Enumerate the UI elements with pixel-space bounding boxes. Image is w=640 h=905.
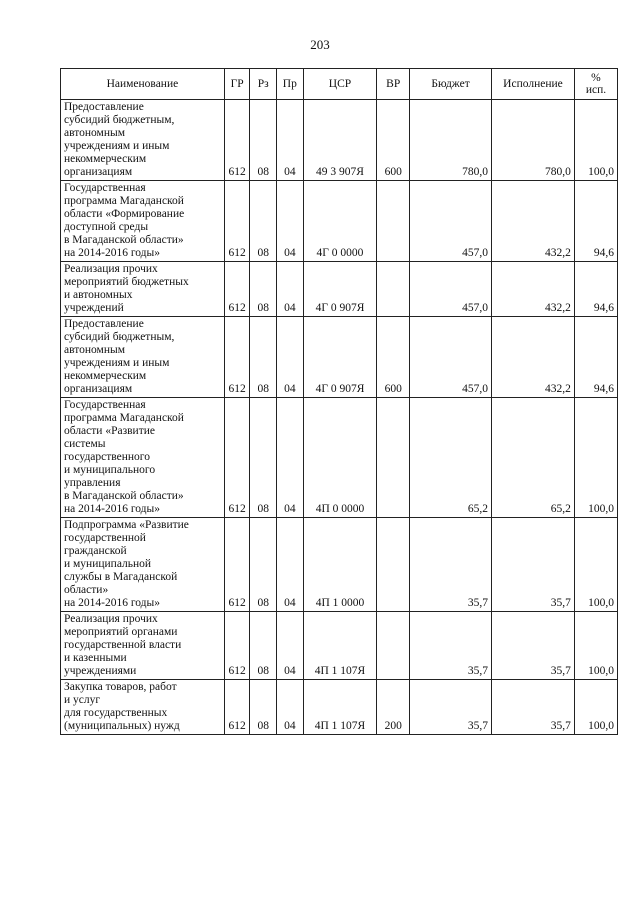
row-percent: 100,0 bbox=[574, 518, 617, 612]
row-rz: 08 bbox=[250, 317, 277, 398]
row-execution: 432,2 bbox=[492, 317, 575, 398]
row-pr: 04 bbox=[277, 398, 304, 518]
header-gr: ГР bbox=[224, 69, 250, 100]
row-csr: 4П 0 0000 bbox=[303, 398, 377, 518]
row-rz: 08 bbox=[250, 100, 277, 181]
budget-table bbox=[60, 68, 618, 735]
row-execution: 35,7 bbox=[492, 680, 575, 735]
header-name: Наименование bbox=[61, 69, 225, 100]
row-gr: 612 bbox=[224, 612, 250, 680]
row-csr: 4П 1 0000 bbox=[303, 518, 377, 612]
row-budget: 35,7 bbox=[410, 680, 492, 735]
table-row bbox=[61, 518, 618, 612]
row-percent: 100,0 bbox=[574, 100, 617, 181]
row-name: Государственная программа Магаданской области «Формирование доступной среды в Магаданской области» на 2014-2016 годы» bbox=[61, 181, 225, 262]
row-percent: 100,0 bbox=[574, 612, 617, 680]
header-rz: Рз bbox=[250, 69, 277, 100]
row-csr: 4П 1 107Я bbox=[303, 680, 377, 735]
row-csr: 4П 1 107Я bbox=[303, 612, 377, 680]
row-rz: 08 bbox=[250, 398, 277, 518]
row-percent: 94,6 bbox=[574, 317, 617, 398]
row-rz: 08 bbox=[250, 612, 277, 680]
header-budget: Бюджет bbox=[410, 69, 492, 100]
row-percent: 100,0 bbox=[574, 680, 617, 735]
row-rz: 08 bbox=[250, 680, 277, 735]
row-gr: 612 bbox=[224, 518, 250, 612]
row-csr: 4Г 0 907Я bbox=[303, 262, 377, 317]
row-budget: 457,0 bbox=[410, 262, 492, 317]
row-csr: 49 3 907Я bbox=[303, 100, 377, 181]
row-name: Подпрограмма «Развитие государственной гражданской и муниципальной службы в Магаданской области» на 2014-2016 годы» bbox=[61, 518, 225, 612]
row-percent: 94,6 bbox=[574, 181, 617, 262]
row-budget: 457,0 bbox=[410, 317, 492, 398]
row-pr: 04 bbox=[277, 262, 304, 317]
row-budget: 780,0 bbox=[410, 100, 492, 181]
row-execution: 65,2 bbox=[492, 398, 575, 518]
row-budget: 65,2 bbox=[410, 398, 492, 518]
row-name: Предоставление субсидий бюджетным, автономным учреждениям и иным некоммерческим организациям bbox=[61, 100, 225, 181]
row-execution: 432,2 bbox=[492, 181, 575, 262]
table-row bbox=[61, 398, 618, 518]
header-percent: % исп. bbox=[574, 69, 617, 100]
row-vr bbox=[377, 181, 410, 262]
row-budget: 457,0 bbox=[410, 181, 492, 262]
row-name: Государственная программа Магаданской области «Развитие системы государственного и муниципального управления в Магаданской области» на 2014-2016 годы» bbox=[61, 398, 225, 518]
row-pr: 04 bbox=[277, 680, 304, 735]
row-pr: 04 bbox=[277, 100, 304, 181]
header-vr: ВР bbox=[377, 69, 410, 100]
row-vr bbox=[377, 612, 410, 680]
row-gr: 612 bbox=[224, 100, 250, 181]
row-vr: 600 bbox=[377, 100, 410, 181]
row-pr: 04 bbox=[277, 317, 304, 398]
table-header-row bbox=[61, 69, 618, 100]
row-gr: 612 bbox=[224, 262, 250, 317]
row-gr: 612 bbox=[224, 680, 250, 735]
table-row bbox=[61, 680, 618, 735]
row-pr: 04 bbox=[277, 181, 304, 262]
row-name: Закупка товаров, работ и услуг для государственных (муниципальных) нужд bbox=[61, 680, 225, 735]
row-percent: 94,6 bbox=[574, 262, 617, 317]
row-execution: 432,2 bbox=[492, 262, 575, 317]
row-vr: 200 bbox=[377, 680, 410, 735]
header-csr: ЦСР bbox=[303, 69, 377, 100]
row-gr: 612 bbox=[224, 317, 250, 398]
row-name: Предоставление субсидий бюджетным, автономным учреждениям и иным некоммерческим организациям bbox=[61, 317, 225, 398]
row-pr: 04 bbox=[277, 612, 304, 680]
header-execution: Исполнение bbox=[492, 69, 575, 100]
row-budget: 35,7 bbox=[410, 518, 492, 612]
row-execution: 35,7 bbox=[492, 612, 575, 680]
row-execution: 35,7 bbox=[492, 518, 575, 612]
row-csr: 4Г 0 907Я bbox=[303, 317, 377, 398]
row-vr: 600 bbox=[377, 317, 410, 398]
row-budget: 35,7 bbox=[410, 612, 492, 680]
row-name: Реализация прочих мероприятий органами государственной власти и казенными учреждениями bbox=[61, 612, 225, 680]
table-row bbox=[61, 317, 618, 398]
table-row bbox=[61, 262, 618, 317]
row-name: Реализация прочих мероприятий бюджетных и автономных учреждений bbox=[61, 262, 225, 317]
row-pr: 04 bbox=[277, 518, 304, 612]
page-number: 203 bbox=[310, 37, 330, 52]
row-rz: 08 bbox=[250, 181, 277, 262]
row-vr bbox=[377, 518, 410, 612]
row-percent: 100,0 bbox=[574, 398, 617, 518]
table-row bbox=[61, 612, 618, 680]
table-row bbox=[61, 181, 618, 262]
row-rz: 08 bbox=[250, 518, 277, 612]
row-vr bbox=[377, 262, 410, 317]
header-pr: Пр bbox=[277, 69, 304, 100]
row-vr bbox=[377, 398, 410, 518]
row-gr: 612 bbox=[224, 181, 250, 262]
row-csr: 4Г 0 0000 bbox=[303, 181, 377, 262]
table-row bbox=[61, 100, 618, 181]
row-rz: 08 bbox=[250, 262, 277, 317]
row-gr: 612 bbox=[224, 398, 250, 518]
row-execution: 780,0 bbox=[492, 100, 575, 181]
